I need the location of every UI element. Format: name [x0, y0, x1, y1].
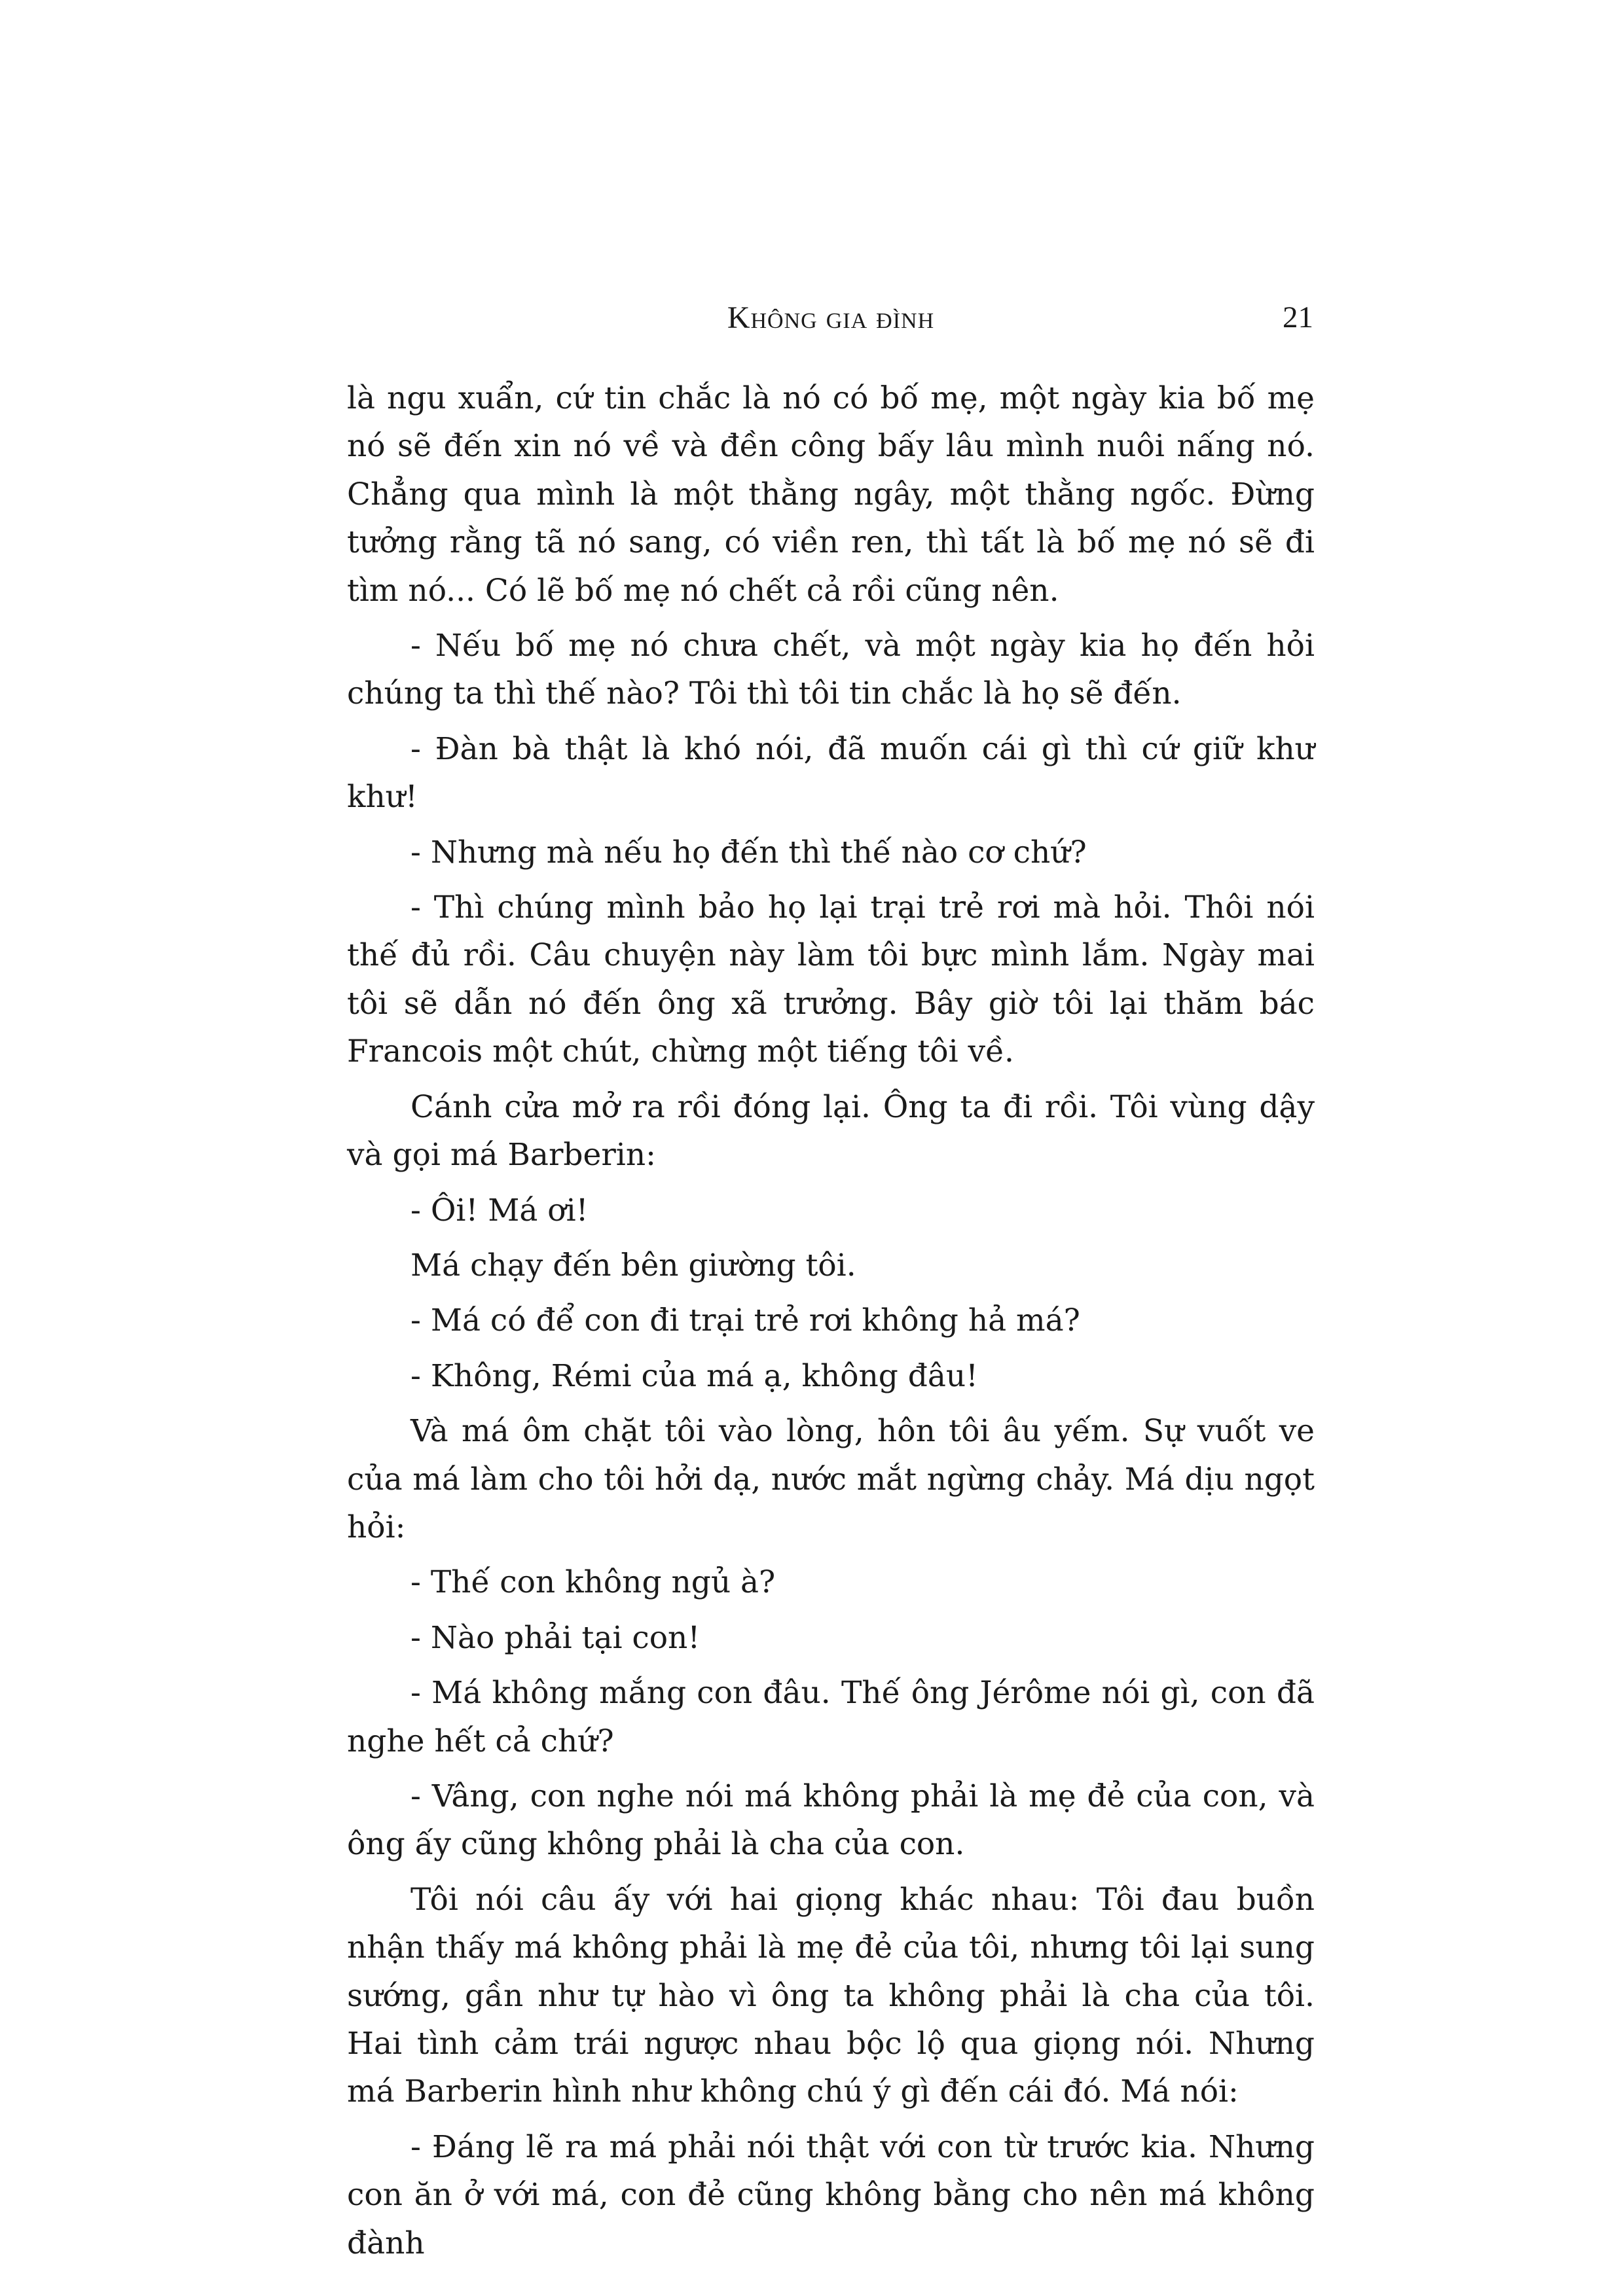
- paragraph-12: - Thế con không ngủ à?: [410, 1564, 776, 1601]
- page-number: 21: [1283, 300, 1313, 334]
- running-title: Không gia đình: [727, 300, 935, 335]
- paragraph-10: - Không, Rémi của má ạ, không đâu!: [410, 1357, 979, 1394]
- paragraph-3: - Đàn bà thật là khó nói, đã muốn cái gì thì cứ giữ khư khư!: [347, 730, 1315, 816]
- paragraph-9: - Má có để con đi trại trẻ rơi không hả má?: [410, 1302, 1080, 1339]
- paragraph-4: - Nhưng mà nếu họ đến thì thế nào cơ chứ?: [410, 834, 1087, 870]
- paragraph-8: Má chạy đến bên giường tôi.: [410, 1247, 856, 1283]
- paragraph-15: - Vâng, con nghe nói má không phải là mẹ đẻ của con, và ông ấy cũng không phải là cha của con.: [347, 1778, 1315, 1863]
- paragraph-2: - Nếu bố mẹ nó chưa chết, và một ngày kia họ đến hỏi chúng ta thì thế nào? Tôi thì tôi tin chắc là họ sẽ đến.: [347, 628, 1315, 712]
- paragraph-14: - Má không mắng con đâu. Thế ông Jérôme nói gì, con đã nghe hết cả chứ?: [347, 1675, 1315, 1759]
- running-header: [347, 296, 1315, 348]
- body-text: [347, 374, 1315, 2274]
- paragraph-1: là ngu xuẩn, cứ tin chắc là nó có bố mẹ, một ngày kia bố mẹ nó sẽ đến xin nó về và đền công bấy lâu mình nuôi nấng nó. Chẳng qua mình là một thằng ngây, một thằng ngốc. Đừng tưởng rằng tã nó sang, có viền ren, thì tất là bố mẹ nó sẽ đi tìm nó... Có lẽ bố mẹ nó chết cả rồi cũng nên.: [347, 380, 1315, 609]
- paragraph-7: - Ôi! Má ơi!: [410, 1192, 589, 1229]
- paragraph-6: Cánh cửa mở ra rồi đóng lại. Ông ta đi rồi. Tôi vùng dậy và gọi má Barberin:: [347, 1088, 1315, 1174]
- paragraph-13: - Nào phải tại con!: [410, 1619, 701, 1656]
- paragraph-11: Và má ôm chặt tôi vào lòng, hôn tôi âu yếm. Sự vuốt ve của má làm cho tôi hởi dạ, nước mắt ngừng chảy. Má dịu ngọt hỏi:: [347, 1413, 1315, 1545]
- paragraph-17: - Đáng lẽ ra má phải nói thật với con từ trước kia. Nhưng con ăn ở với má, con đẻ cũng không bằng cho nên má không đành: [347, 2128, 1315, 2261]
- paragraph-16: Tôi nói câu ấy với hai giọng khác nhau: Tôi đau buồn nhận thấy má không phải là mẹ đẻ của tôi, nhưng tôi lại sung sướng, gần như tự hào vì ông ta không phải là cha của tôi. Hai tình cảm trái ngược nhau bộc lộ qua giọng nói. Nhưng má Barberin hình như không chú ý gì đến cái đó. Má nói:: [347, 1881, 1315, 2110]
- paragraph-5: - Thì chúng mình bảo họ lại trại trẻ rơi mà hỏi. Thôi nói thế đủ rồi. Câu chuyện này làm tôi bực mình lắm. Ngày mai tôi sẽ dẫn nó đến ông xã trưởng. Bây giờ tôi lại thăm bác Francois một chút, chừng một tiếng tôi về.: [347, 889, 1315, 1070]
